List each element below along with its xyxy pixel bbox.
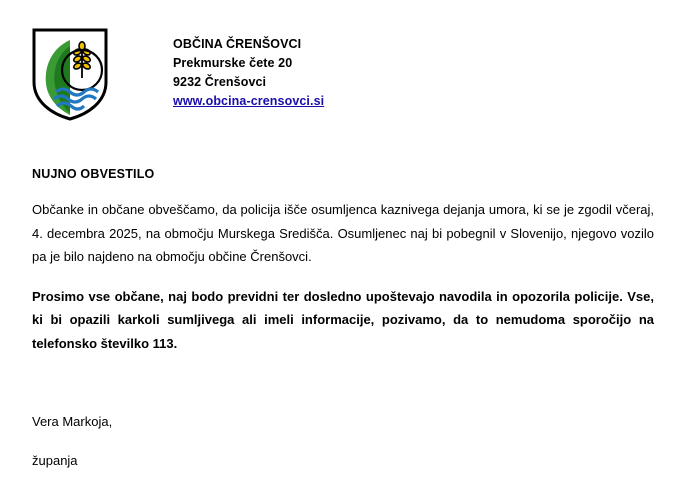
organization-website-link[interactable]: www.obcina-crensovci.si bbox=[173, 94, 325, 108]
municipal-coat-of-arms-icon bbox=[30, 26, 110, 122]
notice-title: NUJNO OBVESTILO bbox=[32, 167, 155, 181]
organization-address-block bbox=[173, 26, 324, 111]
signatory-role: županja bbox=[32, 452, 78, 468]
body-paragraph: Občanke in občane obveščamo, da policija išče osumljenca kaznivega dejanja umora, ki se je zgodil včeraj, 4. decembra 2025, na območju Murskega Središča. Osumljenec naj bi pobegnil v Slovenijo, njegovo vozilo pa je bilo najdeno na območju občine Črenšovci. bbox=[32, 202, 654, 264]
notice-body bbox=[32, 198, 654, 371]
organization-city: 9232 Črenšovci bbox=[173, 75, 267, 89]
body-paragraph-emphasis: Prosimo vse občane, naj bodo previdni ter dosledno upoštevajo navodila in opozorila policije. Vse, ki bi opazili karkoli sumljivega ali imeli informacije, pozivamo, da to nemudoma sporočijo na telefonsko številko 113. bbox=[32, 288, 654, 351]
signatory-name: Vera Markoja, bbox=[32, 414, 113, 429]
organization-street: Prekmurske čete 20 bbox=[173, 56, 293, 70]
letterhead bbox=[30, 26, 324, 122]
signature-block bbox=[32, 410, 112, 487]
organization-name: OBČINA ČRENŠOVCI bbox=[173, 37, 302, 51]
